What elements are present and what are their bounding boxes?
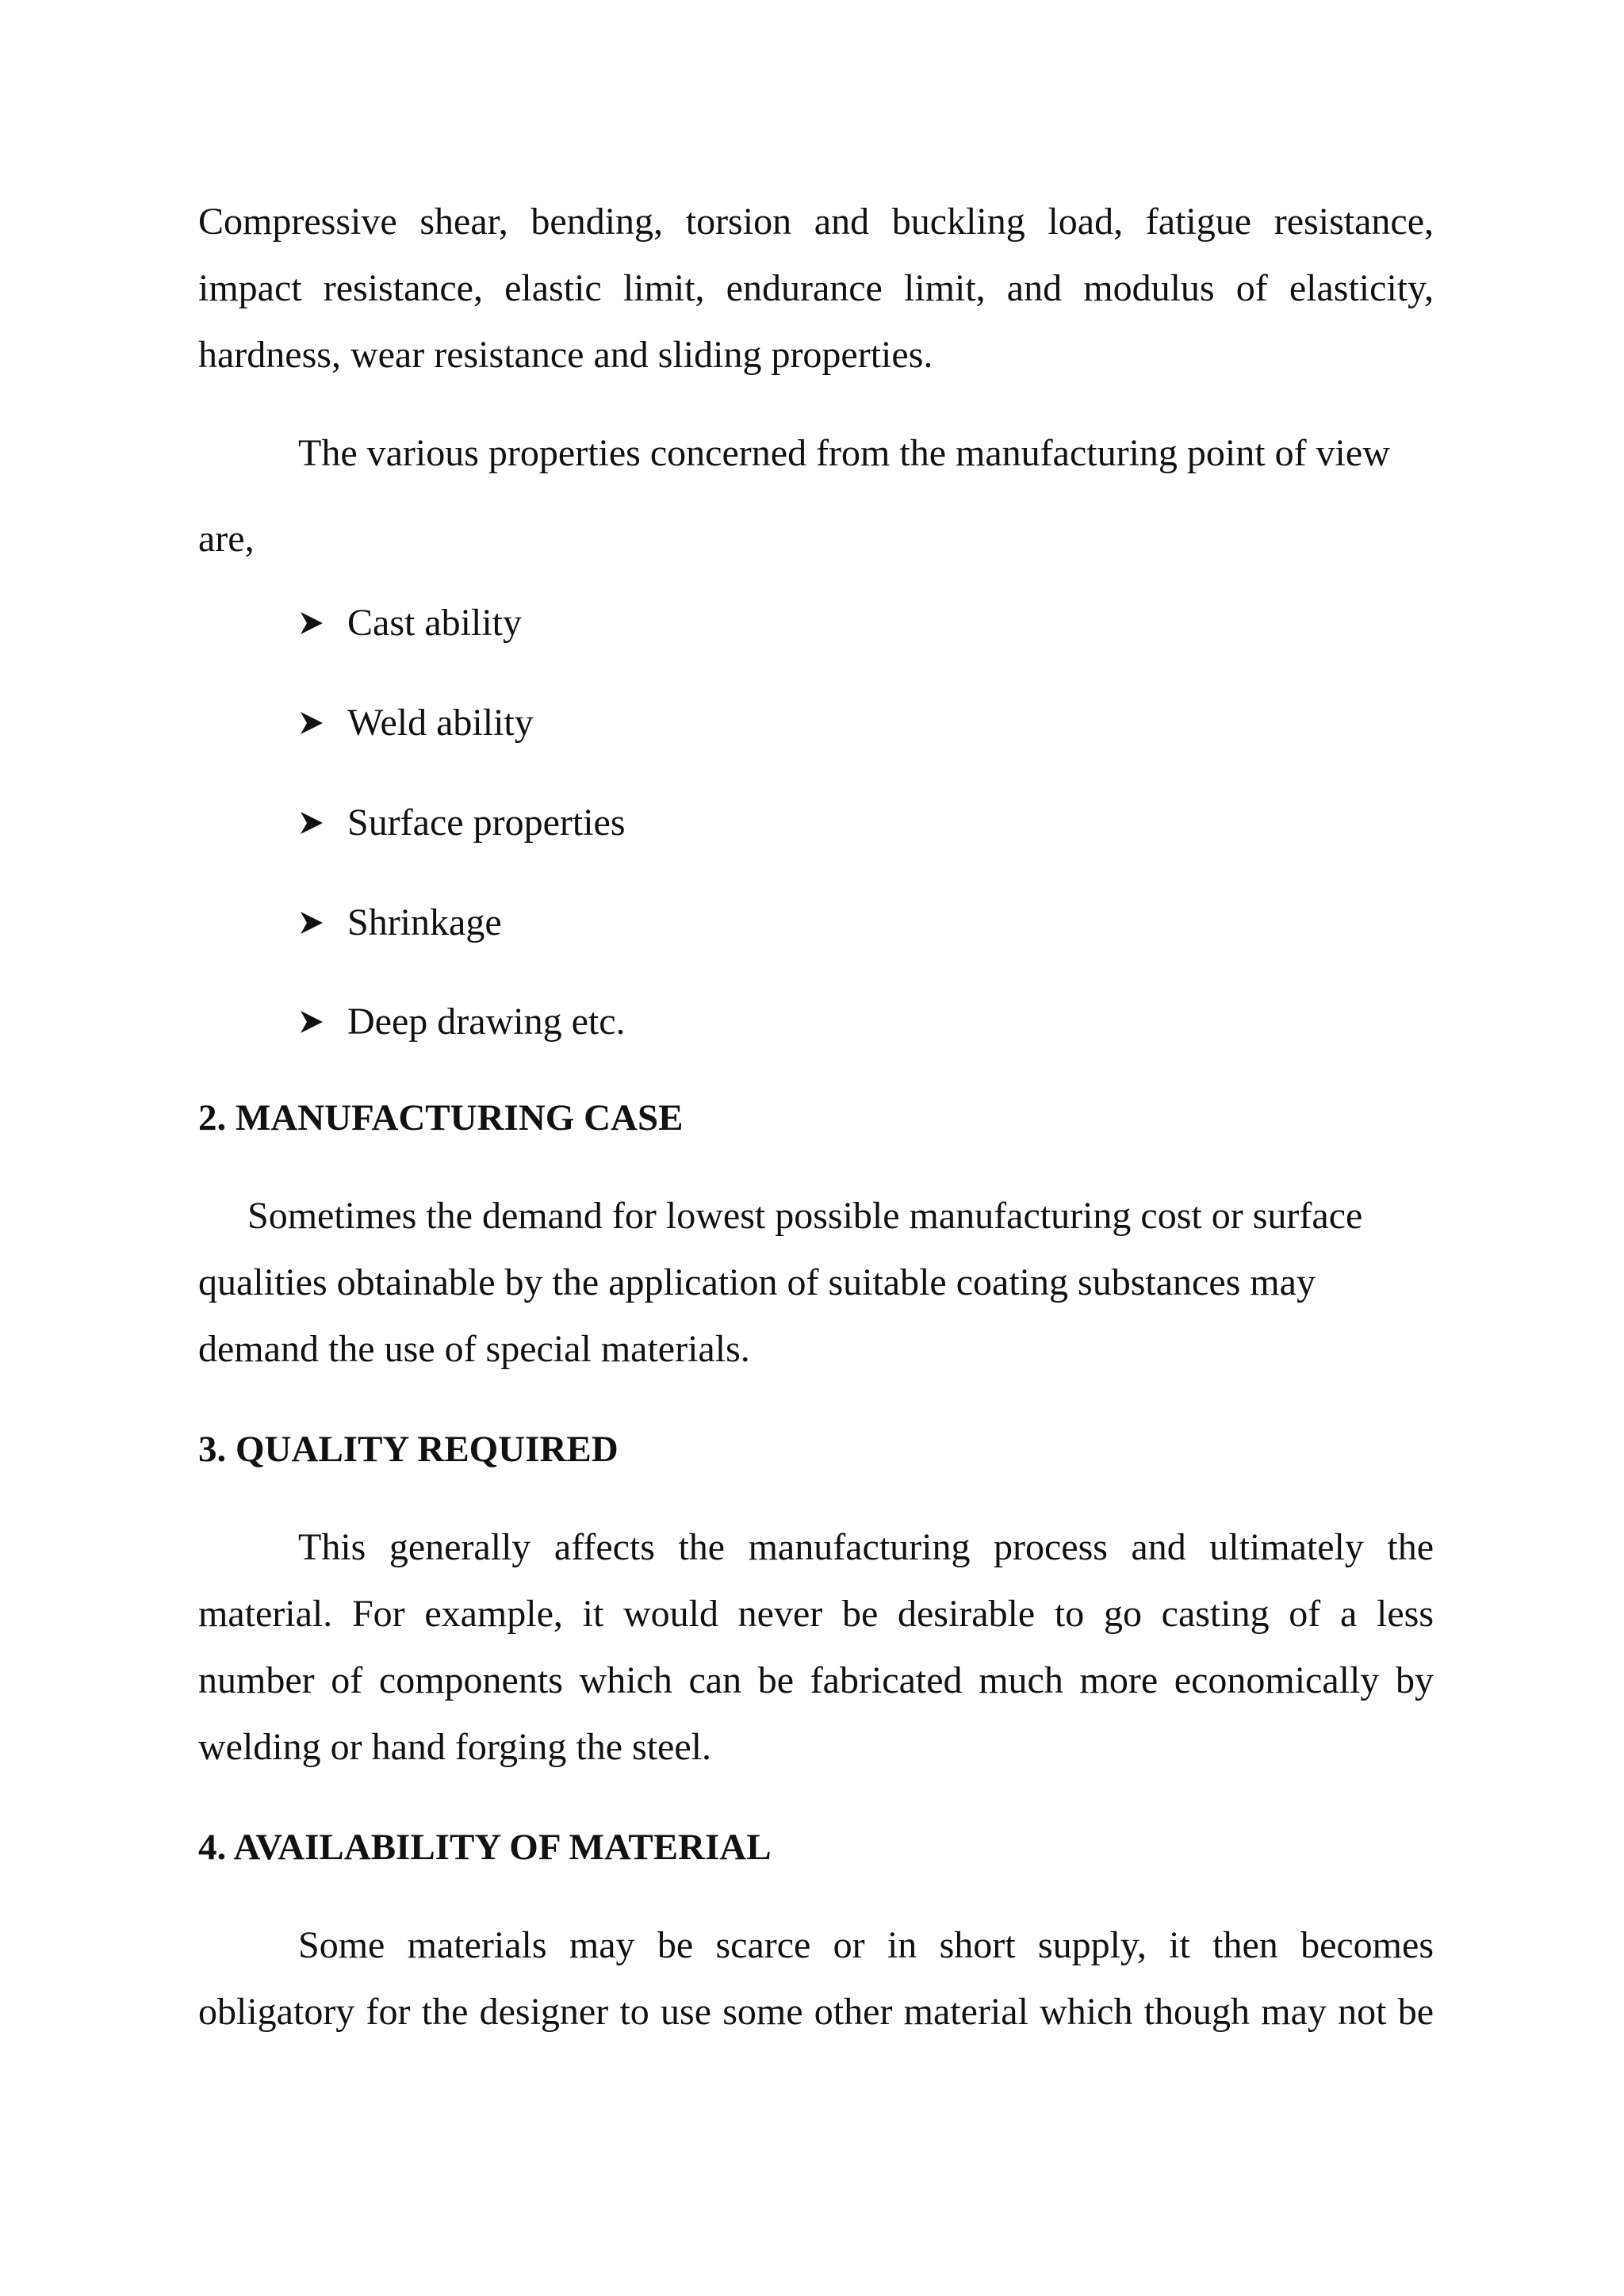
paragraph-quality-required <box>198 1514 1434 1781</box>
list-item-label: Weld ability <box>347 701 534 744</box>
text-line: demand the use of special materials. <box>198 1328 750 1370</box>
text-line: are, <box>198 518 255 560</box>
list-item-label: Deep drawing etc. <box>347 1000 626 1043</box>
arrow-bullet-icon <box>298 610 347 637</box>
text-line: obligatory for the designer to use some other material which though may not be <box>198 1991 1434 2033</box>
paragraph-manufacturing-intro <box>198 420 1434 572</box>
list-item-label: Cast ability <box>347 601 522 644</box>
section-heading: 3. QUALITY REQUIRED <box>198 1429 619 1470</box>
list-item <box>298 596 522 644</box>
list-item <box>298 796 626 844</box>
arrow-bullet-icon <box>298 710 347 737</box>
arrow-bullet-icon <box>298 909 347 936</box>
text-line: Compressive shear, bending, torsion and buckling load, fatigue resistance, <box>198 201 1434 243</box>
list-item-label: Shrinkage <box>347 901 502 943</box>
list-item <box>298 696 534 744</box>
text-line: The various properties concerned from the manufacturing point of view <box>298 432 1390 474</box>
paragraph-availability <box>198 1912 1434 2045</box>
text-line: number of components which can be fabricated much more economically by <box>198 1659 1434 1701</box>
text-line: welding or hand forging the steel. <box>198 1726 711 1768</box>
text-line: impact resistance, elastic limit, endurance limit, and modulus of elasticity, <box>198 267 1434 309</box>
arrow-bullet-icon <box>298 809 347 836</box>
section-heading: 2. MANUFACTURING CASE <box>198 1097 684 1138</box>
text-line: hardness, wear resistance and sliding properties. <box>198 334 933 376</box>
list-item <box>298 896 502 943</box>
paragraph-manufacturing-case <box>198 1183 1434 1383</box>
paragraph-properties <box>198 189 1434 388</box>
arrow-bullet-icon <box>298 1008 347 1035</box>
section-heading: 4. AVAILABILITY OF MATERIAL <box>198 1827 772 1868</box>
text-line: Some materials may be scarce or in short supply, it then becomes <box>298 1924 1434 1966</box>
list-item <box>298 995 626 1043</box>
text-line: Sometimes the demand for lowest possible manufacturing cost or surface <box>247 1195 1363 1237</box>
list-item-label: Surface properties <box>347 801 626 844</box>
text-line: qualities obtainable by the application of suitable coating substances may <box>198 1261 1316 1303</box>
text-line: This generally affects the manufacturing process and ultimately the <box>298 1526 1434 1568</box>
text-line: material. For example, it would never be desirable to go casting of a less <box>198 1593 1434 1635</box>
